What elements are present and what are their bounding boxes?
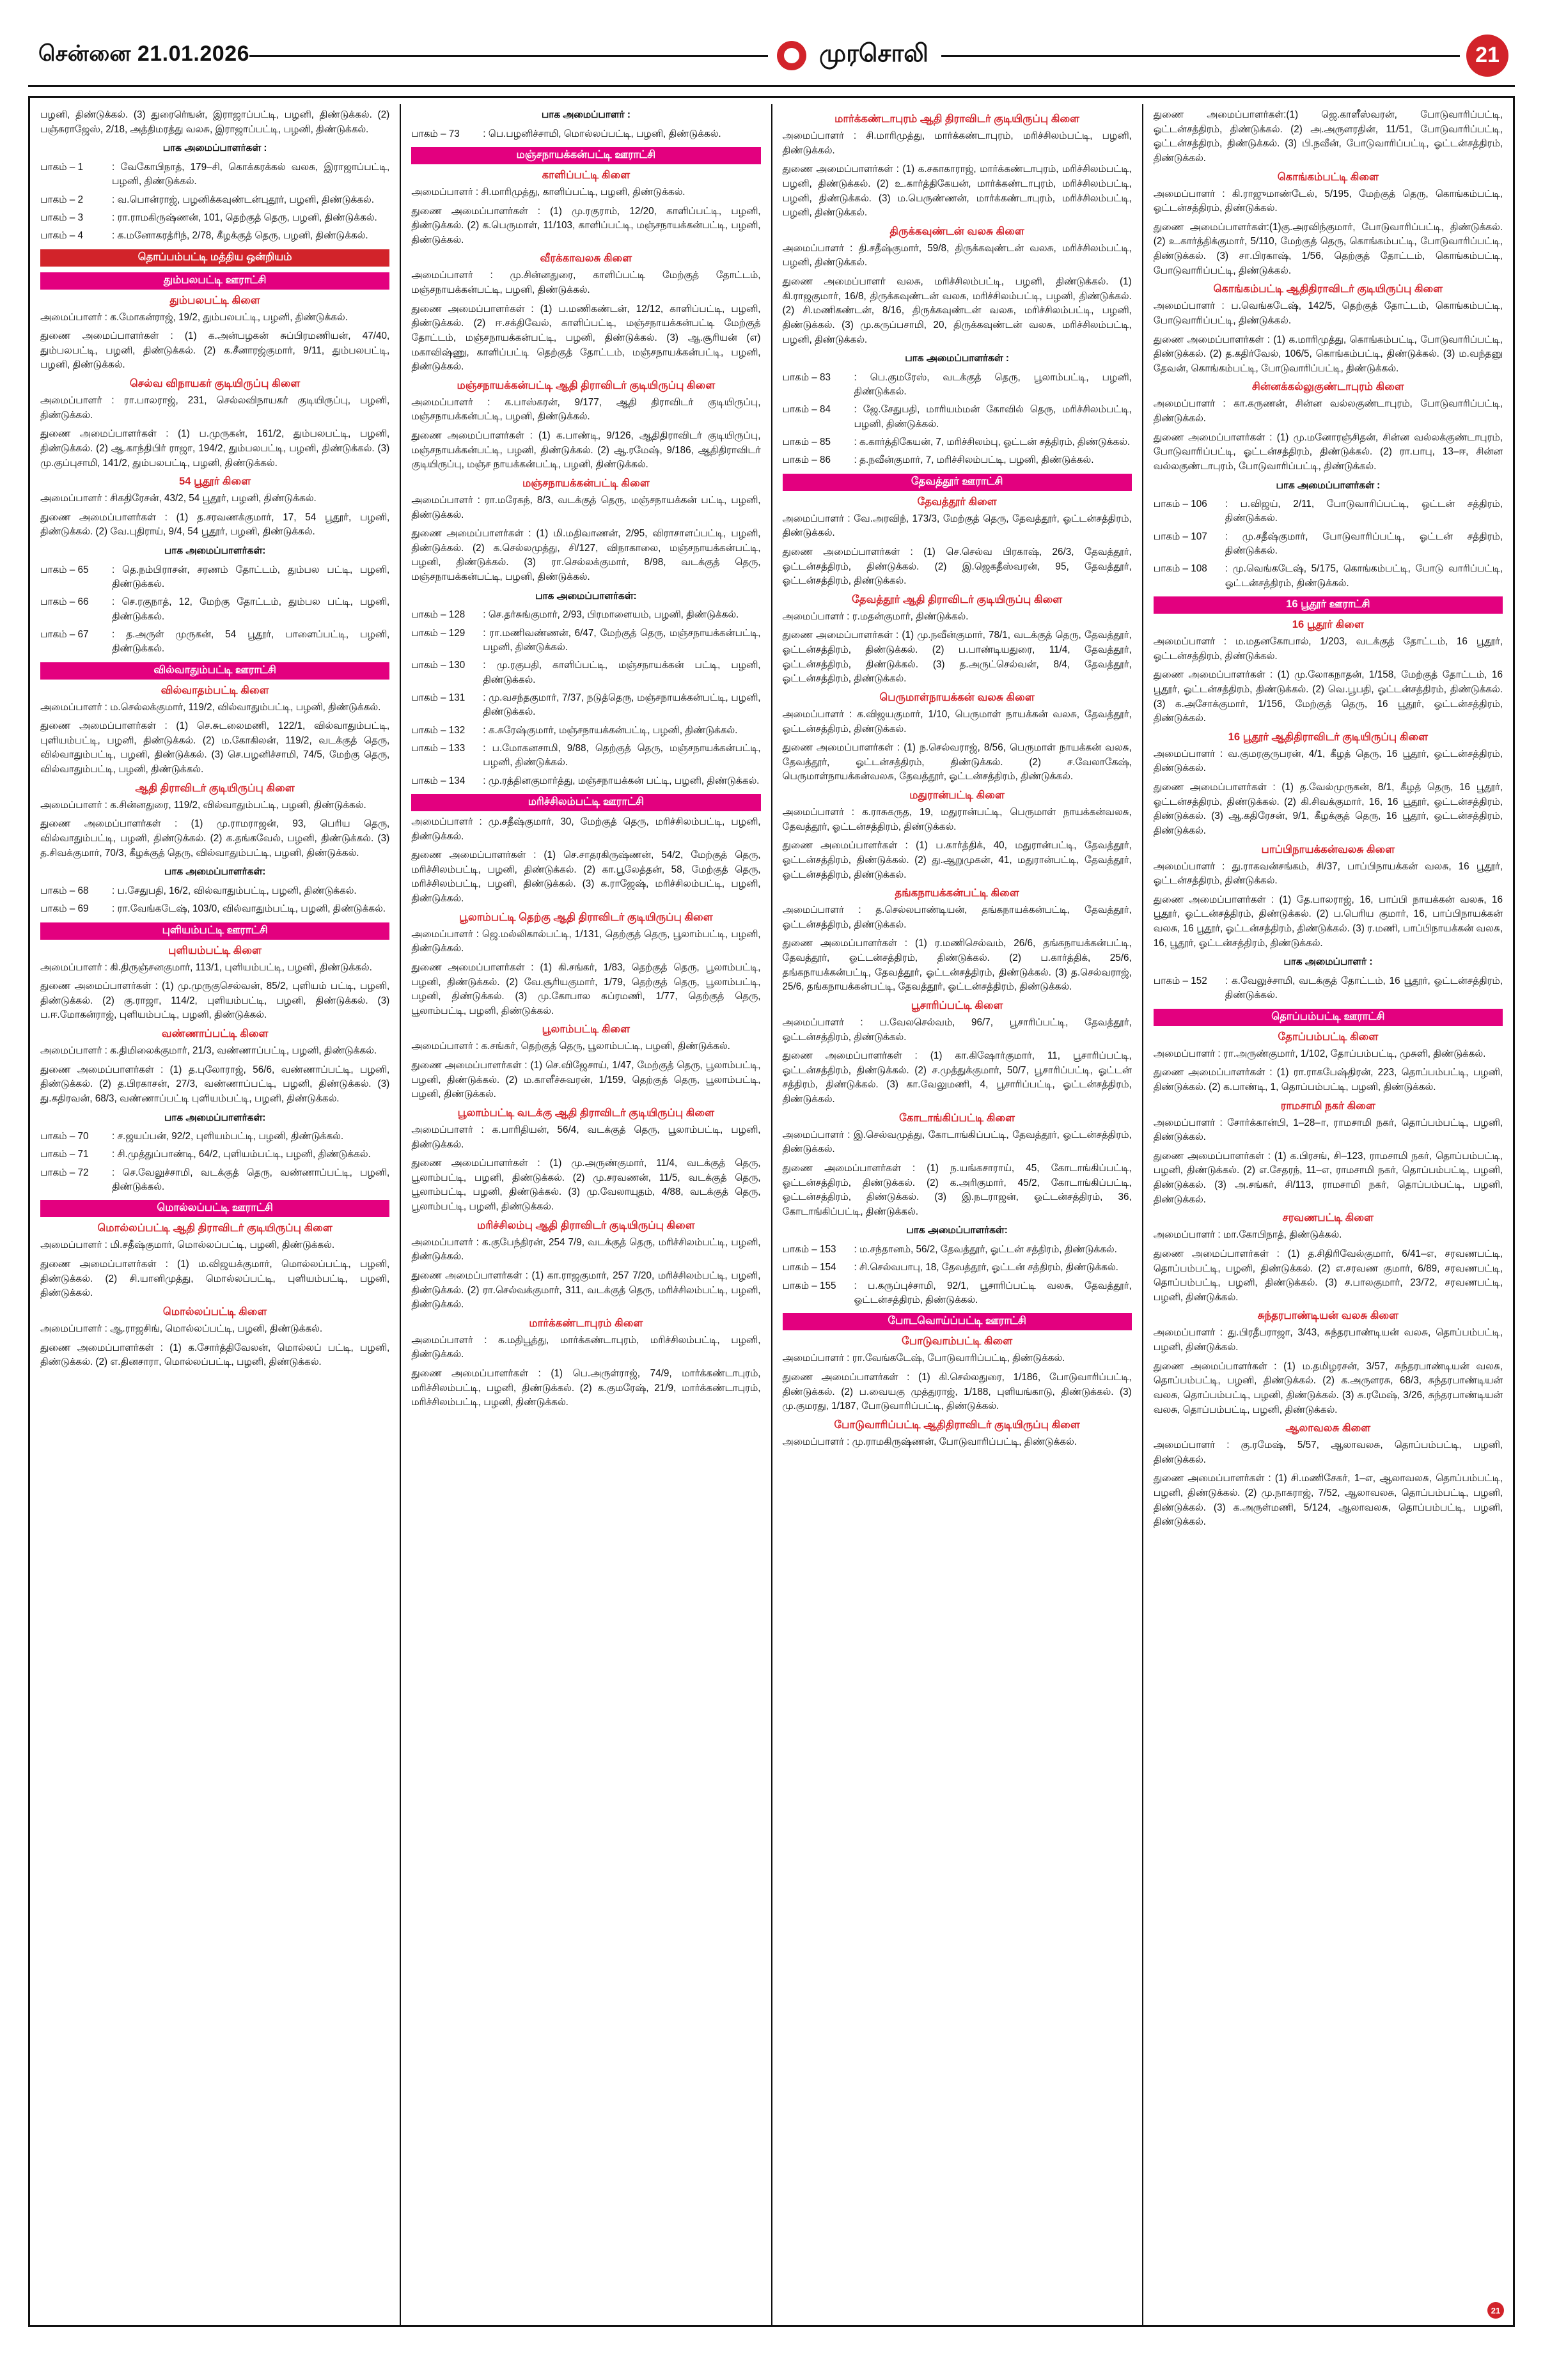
paragraph: அமைப்பாளர் : சி.மாரிமுத்து, காளிப்பட்டி, பழனி, திண்டுக்கல். <box>411 186 685 198</box>
paper-name: முரசொலி <box>819 40 929 67</box>
branch-heading: மொல்லப்பட்டி கிளை <box>162 1305 267 1318</box>
part-organiser-row <box>783 435 1132 449</box>
paragraph: துணை அமைப்பாளர்கள் : (1) ம.தமிழரசன், 3/57, சுந்தரபாண்டியன் வலசு, தொப்பம்பட்டி, பழனி, திண்டுக்கல். (2) க.அருளரசு, 68/3, சுந்தரபாண்டியன் வலசு, தொப்பம்பட்டி, பழனி, திண்டுக்கல். (3) சு.ரமேஷ், 3/26, சுந்தரபாண்டியன் வலசு, தொப்பம்பட்டி, பழனி, திண்டுக்கல். <box>1153 1360 1503 1415</box>
paragraph: துணை அமைப்பாளர்கள் : (1) மு.லோகநாதன், 1/158, மேற்குத் தோட்டம், 16 பூதூர், ஓட்டன்சத்திரம், திண்டுக்கல். (2) வெ.பூபதி, ஓட்டன்சத்திரம், திண்டுக்கல். (3) க.அசோக்குமார், 1/156, மேற்குத் தெரு, 16 பூதூர், ஓட்டன்சத்திரம், திண்டுக்கல். <box>1153 669 1503 724</box>
part-label: பாகம் – 86 <box>782 455 831 466</box>
part-organiser-row <box>783 1261 1132 1275</box>
columns-container <box>30 104 1513 2325</box>
paragraph: துணை அமைப்பாளர்கள்:(1) ஜெ.காளீஸ்வரன், போடுவாரிப்பட்டி, ஓட்டன்சத்திரம், திண்டுக்கல். (2) அ.அருளரதின், 11/51, போடுவாரிப்பட்டி, ஓட்டன்சத்திரம், திண்டுக்கல். (3) பி.நவீன், போடுவாரிப்பட்டி, ஓட்டன்சத்திரம், திண்டுக்கல். <box>1153 109 1503 164</box>
paragraph: அமைப்பாளர் : க.சங்கர், தெற்குத் தெரு, பூலாம்பட்டி, பழனி, திண்டுக்கல். <box>411 1041 730 1052</box>
part-label: பாகம் – 131 <box>411 692 466 703</box>
part-value: : வ.பொன்ராஜ், பழனிக்கவுண்டன்புதூர், பழனி, திண்டுக்கல். <box>112 194 374 205</box>
part-organiser-row <box>1154 562 1503 591</box>
part-organiser-row <box>783 403 1132 432</box>
branch-heading: தோப்பம்பட்டி கிளை <box>1278 1030 1379 1043</box>
paragraph: அமைப்பாளர் : ப.வெங்கடேஷ், 142/5, தெற்குத் தோட்டம், கொங்கம்பட்டி, போடுவாரிப்பட்டி, திண்டுக்கல். <box>1153 300 1503 326</box>
paragraph: அமைப்பாளர் : ப.வேலசெல்வம், 96/7, பூசாரிப்பட்டி, தேவத்தூர், ஓட்டன்சத்திரம், திண்டுக்கல். <box>782 1016 1132 1043</box>
page-number-badge: 21 <box>1466 35 1508 77</box>
panchayat-heading: மொல்லப்பட்டி ஊராட்சி <box>40 1200 389 1217</box>
branch-heading: மரிச்சிலம்பு ஆதி திராவிடர் குடியிருப்பு கிளை <box>476 1218 695 1231</box>
branch-heading: போடுவாரிப்பட்டி ஆதிதிராவிடர் குடியிருப்பு கிளை <box>834 1418 1080 1431</box>
paragraph: துணை அமைப்பாளர்கள் : (1) க.அன்பழகன் சுப்பிரமணியன், 47/40, தும்பலபட்டி, பழனி, திண்டுக்கல். (2) க.சீனாரஜ்குமார், 9/11, தும்பலபட்டி, பழனி, திண்டுக்கல். <box>40 331 390 371</box>
panchayat-heading: தொப்பம்பட்டி ஊராட்சி <box>1154 1009 1503 1026</box>
part-organiser-row <box>40 229 389 243</box>
branch-heading: சின்னக்கல்லுகுண்டாபுரம் கிளை <box>1251 380 1404 393</box>
part-value: : க.வேலுச்சாமி, வடக்குத் தோட்டம், 16 பூதூர், ஓட்டன்சத்திரம், திண்டுக்கல். <box>1225 975 1503 1001</box>
union-heading: தொப்பம்பட்டி மத்திய ஒன்றியம் <box>40 249 389 267</box>
footer-page-badge: 21 <box>1487 2302 1504 2319</box>
part-value: : ம.சந்தானம், 56/2, தேவத்தூர், ஓட்டன் சத்திரம், திண்டுக்கல். <box>854 1244 1117 1256</box>
part-organiser-row <box>1154 497 1503 526</box>
branch-heading: பூலாம்பட்டி வடக்கு ஆதி திராவிடர் குடியிருப்பு கிளை <box>457 1106 715 1119</box>
paragraph: துணை அமைப்பாளர்கள் : (1) த.புலோராஜ், 56/6, வண்ணாப்பட்டி, பழனி, திண்டுக்கல். (2) த.பிரகாசன், 27/3, வண்ணாப்பட்டி, பழனி, திண்டுக்கல். (3) து.கதிரவன், 68/3, வண்ணாப்பட்டி புளியம்பட்டி, பழனி, திண்டுக்கல். <box>40 1064 390 1104</box>
panchayat-heading: வில்வாதும்பட்டி ஊராட்சி <box>40 662 389 680</box>
paragraph: துணை அமைப்பாளர்கள் : (1) க.மாரிமுத்து, கொங்கம்பட்டி, போடுவாரிப்பட்டி, திண்டுக்கல். (2) த.கதிர்வேல், 106/5, கொங்கம்பட்டி, திண்டுக்கல். (3) ம.வந்தனு தேவன், கொங்கம்பட்டி, போடுவாரிப்பட்டி, திண்டுக்கல். <box>1153 334 1503 374</box>
part-value: : மு.சதீஷ்குமார், போடுவாரிப்பட்டி, ஓட்டன் சத்திரம், திண்டுக்கல். <box>1225 531 1503 557</box>
paragraph: அமைப்பாளர் : ரா.அருண்குமார், 1/102, தோப்பம்பட்டி, முசுளி, திண்டுக்கல். <box>1153 1048 1486 1059</box>
panchayat-heading: மரிச்சிலம்பட்டி ஊராட்சி <box>411 794 760 811</box>
paragraph: துணை அமைப்பாளர்கள் : (1) செ.சுடலைமணி, 122/1, வில்வாதும்பட்டி, புளியம்பட்டி, பழனி, திண்டுக்கல். (2) ம.கோகிலன், 119/2, வடக்குத் தெரு, வில்வாதும்பட்டி, பழனி, திண்டுக்கல். (3) செ.பழனிச்சாமி, 74/5, மேற்கு தெரு, வில்வாதும்பட்டி, பழனி, திண்டுக்கல். <box>40 720 390 775</box>
masthead-center <box>249 40 1460 71</box>
part-label: பாகம் – 73 <box>411 128 460 139</box>
paragraph: துணை அமைப்பாளர்கள் : (1) தே.பாலராஜ், 16, பாப்பி நாயக்கன் வலசு, 16 பூதூர், ஓட்டன்சத்திரம், திண்டுக்கல். (2) ப.பெரிய குமார், 16, பாப்பிநாயக்கன் வலசு, 16 பூதூர், ஓட்டன்சத்திரம், திண்டுக்கல். (3) ர.மணி, பாப்பிநாயக்கன் வலசு, 16, பூதூர், ஓட்டன்சத்திரம், திண்டுக்கல். <box>1153 894 1503 949</box>
paragraph: துணை அமைப்பாளர்கள் : (1) த.வேல்முருகன், 8/1, கீழத் தெரு, 16 பூதூர், ஓட்டன்சத்திரம், திண்டுக்கல். (2) கி.சிவக்குமார், 16, 16 பூதூர், ஓட்டன்சத்திரம், திண்டுக்கல். (3) ஆ.கதிரேசன், 9/1, கீழக்குத் தெரு, 16 பூதூர், ஓட்டன்சத்திரம், திண்டுக்கல். <box>1153 782 1503 836</box>
part-organiser-row <box>411 608 760 622</box>
paragraph: துணை அமைப்பாளர்கள் : (1) க.சகாகாராஜ், மார்க்கண்டாபுரம், மரிச்சிலம்பட்டி, பழனி, திண்டுக்கல். (2) உ.கார்த்திகேயன், மார்க்கண்டாபுரம், மரிச்சிலம்பட்டி, பழனி, திண்டுக்கல். (3) ம.பெருண்ணன், மார்க்கண்டாபுரம், மரிச்சிலம்பட்டி, பழனி, திண்டுக்கல். <box>782 164 1132 219</box>
part-label: பாகம் – 128 <box>411 609 466 621</box>
branch-heading: பாப்பிநாயக்கன்வலசு கிளை <box>1261 843 1395 855</box>
paragraph: துணை அமைப்பாளர்கள் : (1) ம.விஜயக்குமார், மொல்லப்பட்டி, பழனி, திண்டுக்கல். (2) சி.யானிமுத்து, மொல்லப்பட்டி, புளியம்பட்டி, பழனி, திண்டுக்கல். <box>40 1259 390 1299</box>
paragraph: துணை அமைப்பாளர்கள் : (1) க.சோர்த்திவேலன், மொல்லப் பட்டி, பழனி, திண்டுக்கல். (2) எ.தினசாரா, மொல்லப்பட்டி, பழனி, திண்டுக்கல். <box>40 1342 390 1368</box>
branch-heading: தங்கநாயக்கன்பட்டி கிளை <box>895 887 1019 899</box>
section-label: பாக அமைப்பாளர்கள்: <box>164 545 266 557</box>
paragraph: அமைப்பாளர் : இ.செல்வமுத்து, கோடாங்கிப்பட்டி, தேவத்தூர், ஓட்டன்சத்திரம், திண்டுக்கல். <box>782 1129 1132 1155</box>
part-label: பாகம் – 68 <box>40 885 89 896</box>
part-value: : மு.ரத்தினகுமார்த்து, மஞ்சநாயக்கன் பட்டி, பழனி, திண்டுக்கல். <box>483 775 760 786</box>
part-value: : மு.ரகுபதி, காளிப்பட்டி, மஞ்சநாயக்கன் பட்டி, பழனி, திண்டுக்கல். <box>483 660 761 685</box>
branch-heading: ஆலாவலசு கிளை <box>1285 1422 1371 1435</box>
part-label: பாகம் – 70 <box>40 1131 89 1142</box>
paragraph: துணை அமைப்பாளர்கள் : (1) க.பாண்டி, 9/126, ஆதிதிராவிடர் குடியிருப்பு, மஞ்சநாயக்கன்பட்டி, பழனி, திண்டுக்கல். (2) ஆ.ரமேஷ், 9/186, ஆதிதிராவிடர் குடியிருப்பு, மஞ்ச நாயக்கன்பட்டி, பழனி, திண்டுக்கல். <box>411 430 761 471</box>
edition-date: சென்னை 21.01.2026 <box>38 42 250 66</box>
section-label: பாக அமைப்பாளர்கள் : <box>162 143 267 154</box>
part-label: பாகம் – 72 <box>40 1167 89 1178</box>
part-value: : த.நவீன்குமார், 7, மரிச்சிலம்பட்டி, பழனி, திண்டுக்கல். <box>854 455 1094 466</box>
section-label: பாக அமைப்பாளர் : <box>541 109 631 120</box>
paragraph: அமைப்பாளர் : சி.மாரிமுத்து, மார்க்கண்டாபுரம், மரிச்சிலம்பட்டி, பழனி, திண்டுக்கல். <box>782 130 1132 156</box>
part-value: : சி.செல்வபாபு, 18, தேவத்தூர், ஓட்டன் சத்திரம், திண்டுக்கல். <box>854 1262 1118 1273</box>
part-value: : ச.ஜயப்பன், 92/2, புளியம்பட்டி, பழனி, திண்டுக்கல். <box>112 1131 344 1142</box>
paragraph: அமைப்பாளர் : ர.மதன்குமார், திண்டுக்கல். <box>782 611 969 622</box>
part-value: : செ.ரகுநாத், 12, மேற்கு தோட்டம், தும்பல பட்டி, பழனி, திண்டுக்கல். <box>112 596 390 622</box>
paragraph: அமைப்பாளர் : ம.மதனகோபால், 1/203, வடக்குத் தோட்டம், 16 பூதூர், ஓட்டன்சத்திரம், திண்டுக்கல். <box>1153 636 1503 662</box>
paragraph: அமைப்பாளர் : த.செல்லபாண்டியன், தங்கநாயக்கன்பட்டி, தேவத்தூர், ஓட்டன்சத்திரம், திண்டுக்கல். <box>782 905 1132 930</box>
part-organiser-row <box>40 211 389 225</box>
paragraph: அமைப்பாளர் : க.ராசுகருத, 19, மதுரான்பட்டி, பெருமாள் நாயக்கன்வலசு, தேவத்தூர், ஓட்டன்சத்திரம், திண்டுக்கல். <box>782 807 1132 832</box>
paragraph: துணை அமைப்பாளர்கள் : (1) ரா.ராகபேஷ்திரன், 223, தொப்பம்பட்டி, பழனி, திண்டுக்கல். (2) க.பாண்டி, 1, தொப்பம்பட்டி, பழனி, திண்டுக்கல். <box>1153 1067 1503 1093</box>
section-label: பாக அமைப்பாளர்கள் : <box>1276 479 1381 491</box>
part-label: பாகம் – 130 <box>411 660 466 671</box>
panchayat-heading: தும்பலபட்டி ஊராட்சி <box>40 272 389 290</box>
part-label: பாகம் – 1 <box>40 161 83 173</box>
branch-heading: 54 பூதூர் கிளை <box>179 475 251 488</box>
branch-heading: தேவத்தூர் ஆதி திராவிடர் குடியிருப்பு கிளை <box>851 593 1063 605</box>
part-label: பாகம் – 106 <box>1153 499 1207 510</box>
branch-heading: வண்ணாப்பட்டி கிளை <box>161 1027 269 1040</box>
part-organiser-row <box>40 1147 389 1162</box>
paragraph: அமைப்பாளர் : ஜெ.மல்லிகால்பட்டி, 1/131, தெற்குத் தெரு, பூலாம்பட்டி, பழனி, திண்டுக்கல். <box>411 928 761 954</box>
part-organiser-row <box>40 1130 389 1144</box>
part-organiser-row <box>411 691 760 720</box>
branch-heading: மார்க்கண்டாபுரம் ஆதி திராவிடர் குடியிருப்பு கிளை <box>834 113 1080 125</box>
branch-heading: ஆதி திராவிடர் குடியிருப்பு கிளை <box>135 781 295 794</box>
part-value: : பெ.பழனிச்சாமி, மொல்லப்பட்டி, பழனி, திண்டுக்கல். <box>483 128 721 139</box>
part-value: : ஜே.சேதுபதி, மாரியம்மன் கோவில் தெரு, மரிச்சிலம்பட்டி, பழனி, திண்டுக்கல். <box>854 404 1132 430</box>
part-organiser-row <box>40 884 389 898</box>
paragraph: அமைப்பாளர் : க.சின்னதுரை, 119/2, வில்வாதும்பட்டி, பழனி, திண்டுக்கல். <box>40 799 366 811</box>
part-label: பாகம் – 69 <box>40 903 89 915</box>
paragraph: அமைப்பாளர் : கா.கருணன், சின்ன வல்லகுண்டாபுரம், போடுவாரிப்பட்டி, திண்டுக்கல். <box>1153 398 1503 424</box>
branch-heading: திருக்கவுண்டன் வலசு கிளை <box>889 224 1024 237</box>
part-label: பாகம் – 152 <box>1153 975 1207 986</box>
part-label: பாகம் – 71 <box>40 1149 89 1160</box>
paragraph: துணை அமைப்பாளர்கள் : (1) ப.மணிகண்டன், 12/12, காளிப்பட்டி, பழனி, திண்டுக்கல். (2) ஈ.சக்திவேல், காளிப்பட்டி, மஞ்சநாயக்கன்பட்டி மேற்குத் தோட்டம், மஞ்சநாயக்கன்பட்டி, பழனி, திண்டுக்கல். (3) ஆ.சூரியன் (எ) மகாவிஷ்ணு, காளிப்பட்டி தெற்குத் தோட்டம், மஞ்சநாயக்கன்பட்டி, பழனி, திண்டுக்கல். <box>411 303 761 373</box>
text-column <box>401 104 772 2325</box>
part-value: : ரா.மணிவண்ணன், 6/47, மேற்குத் தெரு, மஞ்சநாயக்கன்பட்டி, பழனி, திண்டுக்கல். <box>483 627 761 653</box>
branch-heading: போடுவாம்பட்டி கிளை <box>902 1335 1013 1348</box>
paragraph: அமைப்பாளர் : க.பாஸ்கரன், 9/177, ஆதி திராவிடர் குடியிருப்பு, மஞ்சநாயக்கன்பட்டி, பழனி, திண்டுக்கல். <box>411 396 761 423</box>
branch-heading: வில்வாதம்பட்டி கிளை <box>161 683 269 696</box>
section-label: பாக அமைப்பாளர்கள்: <box>535 590 637 602</box>
paragraph: துணை அமைப்பாளர்கள் : (1) கி.சங்கர், 1/83, தெற்குத் தெரு, பூலாம்பட்டி, பழனி, திண்டுக்கல். (2) வே.சூரியகுமார், 1/79, தெற்குத் தெரு, பூலாம்பட்டி, பழனி, திண்டுக்கல். (3) மு.கோபால சுப்ரமணி, 1/77, தெற்குத் தெரு, பூலாம்பட்டி, பழனி, திண்டுக்கல். <box>411 961 761 1016</box>
paragraph: அமைப்பாளர் : து.பிரதீபராஜா, 3/43, சுந்தரபாண்டியன் வலசு, தொப்பம்பட்டி, பழனி, திண்டுக்கல். <box>1153 1327 1503 1353</box>
text-column <box>772 104 1143 2325</box>
paragraph: பழனி, திண்டுக்கல். (3) துரைரெ்ஙன், இராஜாப்பட்டி, பழனி, திண்டுக்கல். (2) பஞ்சுராஜேஸ், 2/18, அத்திமரத்து வலசு, இராஜாப்பட்டி, பழனி, திண்டுக்கல். <box>40 109 390 135</box>
branch-heading: கோடாங்கிப்பட்டி கிளை <box>899 1111 1015 1124</box>
paragraph: துணை அமைப்பாளர்கள் : (1) கி.செல்லதுரை, 1/186, போடுவாரிப்பட்டி, திண்டுக்கல். (2) ப.வையகு முத்துராஜ், 1/188, புளியங்காடு, திண்டுக்கல். (3) மு.குமரது, 1/187, போடுவாரிப்பட்டி, திண்டுக்கல். <box>782 1372 1132 1412</box>
paragraph: துணை அமைப்பாளர்கள் : (1) செ.செல்வ பிரகாஷ், 26/3, தேவத்தூர், ஓட்டன்சத்திரம், திண்டுக்கல். (2) இ.ஜெகதீஸ்வரன், 95, தேவத்தூர், ஓட்டன்சத்திரம், திண்டுக்கல். <box>782 546 1132 587</box>
part-value: : ப.கருப்புச்சாமி, 92/1, பூசாரிப்பட்டி வலசு, தேவத்தூர், ஓட்டன்சத்திரம், திண்டுக்கல். <box>854 1280 1132 1306</box>
part-organiser-row <box>411 724 760 738</box>
part-value: : தெ.நம்பிராசன், சரணம் தோட்டம், தும்பல பட்டி, பழனி, திண்டுக்கல். <box>112 564 390 589</box>
paragraph: அமைப்பாளர் : மா.கோபிநாத், திண்டுக்கல். <box>1153 1229 1342 1241</box>
part-value: : சி.முத்துப்பாண்டி, 64/2, புளியம்பட்டி, பழனி, திண்டுக்கல். <box>112 1149 371 1160</box>
part-value: : செ.வேலுச்சாமி, வடக்குத் தெரு, வண்ணாப்பட்டி, பழனி, திண்டுக்கல். <box>112 1167 390 1193</box>
part-organiser-row <box>40 193 389 207</box>
paragraph: துணை அமைப்பாளர்கள் : (1) கா.கிஷோர்குமார், 11, பூசாரிப்பட்டி, ஓட்டன்சத்திரம், திண்டுக்கல். (2) ச.முத்துக்குமார், 50/7, பூசாரிப்பட்டி, ஓட்டன் சத்திரம், திண்டுக்கல். (3) கா.வேலுமணி, 4, பூசாரிப்பட்டி, ஓட்டன்சத்திரம், திண்டுக்கல். <box>782 1050 1132 1105</box>
branch-heading: பூசாரிப்பட்டி கிளை <box>911 999 1003 1011</box>
paragraph: துணை அமைப்பாளர்கள் : (1) கா.ராஜகுமார், 257 7/20, மரிச்சிலம்பட்டி, பழனி, திண்டுக்கல். (2) ரா.செல்வக்குமார், 311, வடக்குத் தெரு, மரிச்சிலம்பட்டி, பழனி, திண்டுக்கல். <box>411 1270 761 1311</box>
paragraph: அமைப்பாளர் : க.குபேந்திரன், 254 7/9, வடக்குத் தெரு, மரிச்சிலம்பட்டி, பழனி, திண்டுக்கல். <box>411 1236 761 1263</box>
part-value: : க.கார்த்திகேயன், 7, மரிச்சிலம்பு, ஓட்டன் சத்திரம், திண்டுக்கல். <box>854 437 1131 448</box>
paragraph: அமைப்பாளர் : சிகதிரேசன், 43/2, 54 பூதூர், பழனி, திண்டுக்கல். <box>40 493 317 504</box>
part-value: : ப.விஜய், 2/11, போடுவாரிப்பட்டி, ஓட்டன் சத்திரம், திண்டுக்கல். <box>1225 499 1503 524</box>
branch-heading: புளியம்பட்டி கிளை <box>168 944 262 956</box>
paragraph: துணை அமைப்பாளர்கள் : (1) மு.நவீன்குமார், 78/1, வடக்குத் தெரு, தேவத்தூர், ஓட்டன்சத்திரம், திண்டுக்கல். (2) ப.பாண்டியதுரை, 11/4, தேவத்தூர், ஓட்டன்சத்திரம், திண்டுக்கல். (3) த.அருட்செல்வன், 8/4, தேவத்தூர், ஓட்டன்சத்திரம், திண்டுக்கல். <box>782 630 1132 685</box>
paragraph: அமைப்பாளர் : மி.சதீஷ்குமார், மொல்லப்பட்டி, பழனி, திண்டுக்கல். <box>40 1240 335 1251</box>
part-label: பாகம் – 4 <box>40 230 83 242</box>
paragraph: துணை அமைப்பாளர்கள் : (1) மு.முருகுசெல்வன், 85/2, புளியம் பட்டி, பழனி, திண்டுக்கல். (2) கு.ராஜா, 114/2, புளியம்பட்டி, பழனி, திண்டுக்கல். (3) ப.ஈ.மோகன்ராஜ், புளியம்பட்டி, பழனி, திண்டுக்கல். <box>40 981 390 1021</box>
paragraph: அமைப்பாளர் : வே.அரவிந், 173/3, மேற்குத் தெரு, தேவத்தூர், ஓட்டன்சத்திரம், திண்டுக்கல். <box>782 513 1132 539</box>
paragraph: துணை அமைப்பாளர்கள் : (1) சி.மணிசேகர், 1–எ, ஆலாவலசு, தொப்பம்பட்டி, பழனி, திண்டுக்கல். (2) மு.நாகராஜ், 7/52, ஆலாவலசு, தொப்பம்பட்டி, பழனி, திண்டுக்கல். (3) க.அருள்மணி, 5/124, ஆலாவலசு, தொப்பம்பட்டி, பழனி, திண்டுக்கல். <box>1153 1473 1503 1528</box>
part-organiser-row <box>40 628 389 657</box>
branch-heading: 16 பூதூர் ஆதிதிராவிடர் குடியிருப்பு கிளை <box>1228 730 1429 743</box>
part-organiser-row <box>411 127 760 141</box>
branch-heading: பெருமாள்நாயக்கன் வலசு கிளை <box>879 690 1035 703</box>
paragraph: துணை அமைப்பாளர்கள் : (1) ப.கார்த்திக், 40, மதுரான்பட்டி, தேவத்தூர், ஓட்டன்சத்திரம், திண்டுக்கல். (2) து.ஆறுமுகன், 41, மதுரான்பட்டி, தேவத்தூர், ஓட்டன்சத்திரம், திண்டுக்கல். <box>782 840 1132 880</box>
part-organiser-row <box>40 563 389 592</box>
panchayat-heading: போடவொய்ப்பட்டி ஊராட்சி <box>783 1313 1132 1330</box>
part-label: பாகம் – 65 <box>40 564 89 575</box>
paragraph: துணை அமைப்பாளர்கள் : (1) த.சரவணக்குமார், 17, 54 பூதூர், பழனி, திண்டுக்கல். (2) வே.புதிராய், 9/4, 54 பூதூர், பழனி, திண்டுக்கல். <box>40 511 390 538</box>
part-organiser-row <box>411 658 760 687</box>
part-organiser-row <box>783 453 1132 467</box>
part-label: பாகம் – 154 <box>782 1262 836 1273</box>
part-label: பாகம் – 107 <box>1153 531 1207 542</box>
part-value: : மு.வெங்கடேஷ், 5/175, கொங்கம்பட்டி, போடு வாரிப்பட்டி, ஓட்டன்சத்திரம், திண்டுக்கல். <box>1225 563 1503 589</box>
paragraph: துணை அமைப்பாளர்கள் : (1) செ.விஜேசாய், 1/47, மேற்குத் தெரு, பூலாம்பட்டி, பழனி, திண்டுக்கல். (2) ம.காளீச்சுவரன், 1/159, தெற்குத் தெரு, பூலாம்பட்டி, பழனி, திண்டுக்கல். <box>411 1060 761 1100</box>
part-value: : ரா.ராமகிருஷ்ணன், 101, தெற்குத் தெரு, பழனி, திண்டுக்கல். <box>112 212 377 223</box>
branch-heading: தேவத்தூர் கிளை <box>917 495 997 508</box>
paragraph: அமைப்பாளர் : ம.செல்லக்குமார், 119/2, வில்வாதும்பட்டி, பழனி, திண்டுக்கல். <box>40 701 381 713</box>
paragraph: துணை அமைப்பாளர்கள் : (1) மு.மனோரஞ்சிதன், சின்ன வல்லக்குண்டாபுரம், போடுவாரிப்பட்டி, ஓட்டன்சத்திரம், திண்டுக்கல். (2) ரா.பாபு, 13–ஈ, சின்ன வல்லகுண்டாபுரம், போடுவாரிப்பட்டி, திண்டுக்கல். <box>1153 432 1503 472</box>
part-label: பாகம் – 66 <box>40 596 89 608</box>
paragraph: அமைப்பாளர் : மு.சின்னதுரை, காளிப்பட்டி மேற்குத் தோட்டம், மஞ்சநாயக்கன்பட்டி, பழனி, திண்டுக்கல். <box>411 270 761 296</box>
part-organiser-row <box>411 626 760 655</box>
section-label: பாக அமைப்பாளர்கள்: <box>164 1112 266 1123</box>
paragraph: அமைப்பாளர் : க.விஜயகுமார், 1/10, பெருமாள் நாயக்கன் வலசு, தேவத்தூர், ஓட்டன்சத்திரம், திண்டுக்கல். <box>782 708 1132 735</box>
part-organiser-row <box>1154 530 1503 559</box>
part-label: பாகம் – 85 <box>782 437 831 448</box>
paragraph: அமைப்பாளர் : க.மோகன்ராஜ், 19/2, தும்பலபட்டி, பழனி, திண்டுக்கல். <box>40 311 348 323</box>
part-label: பாகம் – 133 <box>411 742 466 754</box>
branch-heading: வீரக்காவலசு கிளை <box>540 252 632 265</box>
part-organiser-row <box>40 1166 389 1195</box>
panchayat-heading: 16 பூதூர் ஊராட்சி <box>1154 596 1503 614</box>
section-label: பாக அமைப்பாளர்கள்: <box>164 866 266 878</box>
branch-heading: சுந்தரபாண்டியன் வலசு கிளை <box>1257 1309 1399 1322</box>
part-value: : செ.தர்சுங்குமார், 2/93, பிரமாளையம், பழனி, திண்டுக்கல். <box>483 609 739 621</box>
part-organiser-row <box>783 1243 1132 1257</box>
paragraph: அமைப்பாளர் : க.திமிலைக்குமார், 21/3, வண்ணாப்பட்டி, பழனி, திண்டுக்கல். <box>40 1045 377 1057</box>
paragraph: துணை அமைப்பாளர்கள் : (1) மு.ராமராஜன், 93, பெரிய தெரு, வில்வாதும்பட்டி, பழனி, திண்டுக்கல். (2) க.தங்கவேல், பழனி, திண்டுக்கல். (3) த.சிவக்குமார், 70/3, கீழக்குத் தெரு, வில்வாதும்பட்டி, பழனி, திண்டுக்கல். <box>40 818 390 859</box>
part-value: : வேகோபிநாத், 179–சி, கொக்கரக்கல் வலசு, இராஜாப்பட்டி, பழனி, திண்டுக்கல். <box>112 161 390 187</box>
branch-heading: தும்பலபட்டி கிளை <box>169 293 260 306</box>
part-label: பாகம் – 83 <box>782 371 831 383</box>
paragraph: அமைப்பாளர் : மு.ராமகிருஷ்ணன், போடுவாரிப்பட்டி, திண்டுக்கல். <box>782 1436 1077 1447</box>
branch-heading: மஞ்சநாயக்கன்பட்டி ஆதி திராவிடர் குடியிருப்பு கிளை <box>457 378 716 391</box>
part-organiser-row <box>40 160 389 189</box>
paragraph: அமைப்பாளர் : தி.சதீஷ்குமார், 59/8, திருக்கவுண்டன் வலசு, மரிச்சிலம்பட்டி, பழனி, திண்டுக்கல். <box>782 242 1132 268</box>
part-label: பாகம் – 132 <box>411 724 466 736</box>
paragraph: துணை அமைப்பாளர்கள் : (1) ந.யங்கசாராய், 45, கோடாங்கிப்பட்டி, ஓட்டன்சத்திரம், திண்டுக்கல். (2) க.அரிகுமார், 45/2, கோடாங்கிப்பட்டி, ஓட்டன்சத்திரம், திண்டுக்கல். (3) இ.நடராஜன், ஓட்டன்சத்திரம், 36, கோடாங்கிப்பட்டி, திண்டுக்கல். <box>782 1162 1132 1217</box>
paragraph: துணை அமைப்பாளர்கள் : (1) மி.மதிவாணன், 2/95, விராசாளப்பட்டி, பழனி, திண்டுக்கல். (2) க.செல்லமுத்து, சி/127, விநாகாலை, மஞ்சநாயக்கன்பட்டி, பழனி, திண்டுக்கல். (3) ரா.செல்லக்குமார், 8/98, வடக்குத் தெரு, மஞ்சநாயக்கன்பட்டி, பழனி, திண்டுக்கல். <box>411 528 761 583</box>
paragraph: அமைப்பாளர் : ரா.பாலராஜ், 231, செல்லவிநாயகர் குடியிருப்பு, பழனி, திண்டுக்கல். <box>40 395 390 421</box>
branch-heading: பூலாம்பட்டி கிளை <box>542 1023 631 1036</box>
content-frame <box>28 96 1515 2327</box>
part-organiser-row <box>783 1279 1132 1308</box>
panchayat-heading: மஞ்சநாயக்கன்பட்டி ஊராட்சி <box>411 147 760 164</box>
section-label: பாக அமைப்பாளர் : <box>1283 956 1373 968</box>
part-label: பாகம் – 155 <box>782 1280 836 1291</box>
masthead <box>28 26 1515 87</box>
part-label: பாகம் – 67 <box>40 628 89 640</box>
text-column <box>1143 104 1513 2325</box>
paragraph: துணை அமைப்பாளர் வலசு, மரிச்சிலம்பட்டி, பழனி, திண்டுக்கல். (1) கி.ராஜகுமார், 16/8, திருக்கவுண்டன் வலசு, மரிச்சிலம்பட்டி, பழனி, திண்டுக்கல். (2) சி.மணிகண்டன், 8/16, திருக்கவுண்டன் வலசு, மரிச்சிலம்பட்டி, பழனி, திண்டுக்கல். (3) மு.கருப்பசாமி, 20, திருக்கவுண்டன் வலசு, மரிச்சிலம்பட்டி, பழனி, திண்டுக்கல். <box>782 276 1132 345</box>
part-label: பாகம் – 108 <box>1153 563 1207 575</box>
section-label: பாக அமைப்பாளர்கள் : <box>905 353 1009 364</box>
paragraph: துணை அமைப்பாளர்கள் : (1) மு.ரகுராம், 12/20, காளிப்பட்டி, பழனி, திண்டுக்கல். (2) க.பெருமாள், 11/103, காளிப்பட்டி, மஞ்சநாயக்கன்பட்டி, பழனி, திண்டுக்கல். <box>411 205 761 245</box>
part-label: பாகம் – 2 <box>40 194 83 205</box>
part-label: பாகம் – 129 <box>411 627 466 639</box>
branch-heading: மஞ்சநாயக்கன்பட்டி கிளை <box>522 476 650 489</box>
part-organiser-row <box>1154 974 1503 1003</box>
panchayat-heading: தேவத்தூர் ஊராட்சி <box>783 474 1132 491</box>
part-label: பாகம் – 84 <box>782 404 831 416</box>
paragraph: அமைப்பாளர் : வ.குமரகுருபரன், 4/1, கீழத் தெரு, 16 பூதூர், ஓட்டன்சத்திரம், திண்டுக்கல். <box>1153 748 1503 774</box>
paragraph: அமைப்பாளர் : ஆ.ராஜசிங், மொல்லப்பட்டி, பழனி, திண்டுக்கல். <box>40 1323 323 1334</box>
part-organiser-row <box>40 595 389 624</box>
part-value: : பெ.குமரேஸ், வடக்குத் தெரு, பூலாம்பட்டி, பழனி, திண்டுக்கல். <box>854 371 1132 398</box>
part-label: பாகம் – 134 <box>411 775 466 786</box>
sun-logo-icon <box>777 41 806 70</box>
paragraph: அமைப்பாளர் : ரா.மரேகந், 8/3, வடக்குத் தெரு, மஞ்சநாயக்கன் பட்டி, பழனி, திண்டுக்கல். <box>411 494 761 520</box>
paragraph: துணை அமைப்பாளர்கள் : (1) செ.சாதரகிருஷ்ணன், 54/2, மேற்குத் தெரு, மரிச்சிலம்பட்டி, பழனி, திண்டுக்கல். (2) கா.பூலேத்தன், 58, மேற்குத் தெரு, மரிச்சிலம்பட்டி, பழனி, திண்டுக்கல். (3) க.ராஜேஷ், மரிச்சிலம்பட்டி, பழனி, திண்டுக்கல். <box>411 850 761 905</box>
part-label: பாகம் – 153 <box>782 1244 836 1256</box>
part-organiser-row <box>411 742 760 770</box>
part-value: : த.அருள் முருகன், 54 பூதூர், பாளைப்பட்டி, பழனி, திண்டுக்கல். <box>112 628 390 655</box>
paragraph: துணை அமைப்பாளர்கள் : (1) க.பிரசங், சி–123, ராமசாமி நகர், தொப்பம்பட்டி, பழனி, திண்டுக்கல். (2) எ.சேதரந், 11–எ, ராமசாமி நகர், தொப்பம்பட்டி, பழனி, திண்டுக்கல். (3) அ.சங்கர், சி/113, ராமசாமி நகர், தொப்பம்பட்டி, பழனி, திண்டுக்கல். <box>1153 1150 1503 1205</box>
paragraph: அமைப்பாளர் : கி.திருஞ்சனகுமார், 113/1, புளியம்பட்டி, பழனி, திண்டுக்கல். <box>40 961 372 973</box>
paragraph: துணை அமைப்பாளர்கள் : (1) ர.மணிசெல்வம், 26/6, தங்கநாயக்கன்பட்டி, தேவத்தூர், ஓட்டன்சத்திரம், திண்டுக்கல். (2) ப.கார்த்திக், 25/6, தங்கநாயக்கன்பட்டி, தேவத்தூர், ஓட்டன்சத்திரம், திண்டுக்கல். (3) த.செல்வராஜ், 25/6, தங்கநாயக்கன்பட்டி, தேவத்தூர், ஓட்டன்சத்திரம், திண்டுக்கல். <box>782 938 1132 993</box>
paragraph: அமைப்பாளர் : சோர்க்கான்பி, 1–28–ா, ராமசாமி நகர், தொப்பம்பட்டி, பழனி, திண்டுக்கல். <box>1153 1117 1503 1143</box>
branch-heading: பூலாம்பட்டி தெற்கு ஆதி திராவிடர் குடியிருப்பு கிளை <box>459 910 713 923</box>
text-column <box>30 104 401 2325</box>
paragraph: துணை அமைப்பாளர்கள் : (1) மு.அருண்குமார், 11/4, வடக்குத் தெரு, பூலாம்பட்டி, பழனி, திண்டுக்கல். (2) மு.சரவணன், 11/5, வடக்குத் தெரு, பூலாம்பட்டி, பழனி, திண்டுக்கல். (3) மு.வேலாயுதம், 4/88, வடக்குத் தெரு, பூலாம்பட்டி, பழனி, திண்டுக்கல். <box>411 1158 761 1213</box>
part-value: : ரா.வேங்கடேஷ், 103/0, வில்வாதும்பட்டி, பழனி, திண்டுக்கல். <box>112 903 386 915</box>
branch-heading: மார்க்கண்டாபுரம் கிளை <box>529 1316 643 1329</box>
part-value: : க.மனோகரத்ரிந், 2/78, கீழக்குத் தெரு, பழனி, திண்டுக்கல். <box>112 230 368 242</box>
part-organiser-row <box>40 902 389 916</box>
branch-heading: சரவணபட்டி கிளை <box>1282 1211 1374 1224</box>
part-organiser-row <box>411 774 760 788</box>
paragraph: துணை அமைப்பாளர்கள் : (1) த.சிதிரிவேல்குமார், 6/41–எ, சரவணபட்டி, தொப்பம்பட்டி, பழனி, திண்டுக்கல். (2) எ.சரவண குமார், 6/89, சரவணபட்டி, தொப்பம்பட்டி, பழனி, திண்டுக்கல். (3) ச.பாலகுமார், 23/72, சரவணபட்டி, பழனி, திண்டுக்கல். <box>1153 1248 1503 1303</box>
branch-heading: கொங்கம்பட்டி ஆதிதிராவிடர் குடியிருப்பு கிளை <box>1213 283 1443 295</box>
paragraph: அமைப்பாளர் : து.ராகவன்சங்கம், சி/37, பாப்பிநாயக்கன் வலசு, 16 பூதூர், ஓட்டன்சத்திரம், திண்டுக்கல். <box>1153 860 1503 887</box>
paragraph: துணை அமைப்பாளர்கள் : (1) ப.முருகன், 161/2, தும்பலபட்டி, பழனி, திண்டுக்கல். (2) ஆ.காந்திபிர் ராஜா, 194/2, தும்பலபட்டி, பழனி, திண்டுக்கல். (3) மு.குப்புசாமி, 141/2, தும்பலபட்டி, பழனி, திண்டுக்கல். <box>40 428 390 469</box>
part-value: : மு.வசந்தகுமார், 7/37, நடுத்தெரு, மஞ்சநாயக்கன்பட்டி, பழனி, திண்டுக்கல். <box>483 692 761 718</box>
section-label: பாக அமைப்பாளர்கள்: <box>906 1225 1008 1236</box>
branch-heading: மதுரான்பட்டி கிளை <box>909 789 1005 802</box>
paragraph: அமைப்பாளர் : ரா.வேங்கடேஷ், போடுவாரிப்பட்டி, திண்டுக்கல். <box>782 1353 1065 1364</box>
part-label: பாகம் – 3 <box>40 212 83 223</box>
branch-heading: செல்வ விநாயகர் குடியிருப்பு கிளை <box>129 377 301 390</box>
part-organiser-row <box>783 371 1132 400</box>
branch-heading: 16 பூதூர் கிளை <box>1292 618 1364 631</box>
paragraph: அமைப்பாளர் : கு.ரமேஷ், 5/57, ஆலாவலசு, தொப்பம்பட்டி, பழனி, திண்டுக்கல். <box>1153 1440 1503 1465</box>
branch-heading: ராமசாமி நகர் கிளை <box>1280 1099 1375 1112</box>
branch-heading: மொல்லப்பட்டி ஆதி திராவிடர் குடியிருப்பு கிளை <box>97 1222 333 1234</box>
paragraph: துணை அமைப்பாளர்கள்:(1)கு.அரவிந்குமார், போடுவாரிப்பட்டி, திண்டுக்கல். (2) உ.கார்த்திக்குமார், 5/110, மேற்குத் தெரு, கொங்கம்பட்டி, போடுவாரிப்பட்டி, திண்டுக்கல். (3) சா.பிரகாஷ், 1/56, தெற்குத் தோட்டம், கொங்கம்பட்டி, போடுவாரிப்பட்டி, திண்டுக்கல். <box>1153 221 1503 276</box>
panchayat-heading: புளியம்பட்டி ஊராட்சி <box>40 922 389 940</box>
part-value: : ப.மோகனசாமி, 9/88, தெற்குத் தெரு, மஞ்சநாயக்கன்பட்டி, பழனி, திண்டுக்கல். <box>483 742 761 768</box>
paragraph: அமைப்பாளர் : மு.சதீஷ்குமார், 30, மேற்குத் தெரு, மரிச்சிலம்பட்டி, பழனி, திண்டுக்கல். <box>411 816 761 842</box>
part-value: : ப.சேதுபதி, 16/2, வில்வாதும்பட்டி, பழனி, திண்டுக்கல். <box>112 885 357 896</box>
paragraph: அமைப்பாளர் : க.மதிபூத்து, மார்க்கண்டாபுரம், மரிச்சிலம்பட்டி, பழனி, திண்டுக்கல். <box>411 1334 761 1360</box>
paragraph: துணை அமைப்பாளர்கள் : (1) ந.செல்வராஜ், 8/56, பெருமாள் நாயக்கன் வலசு, தேவத்தூர், ஓட்டன்சத்திரம், திண்டுக்கல். (2) ச.வேலாகேஷ், பெருமாள்நாயக்கன்வலசு, தேவத்தூர், ஓட்டன்சத்திரம், திண்டுக்கல். <box>782 742 1132 782</box>
part-value: : க.சுரேஷ்குமார், மஞ்சநாயக்கன்பட்டி, பழனி, திண்டுக்கல். <box>483 724 738 736</box>
branch-heading: கொங்கம்பட்டி கிளை <box>1277 170 1379 183</box>
paragraph: துணை அமைப்பாளர்கள் : (1) பெ.அருள்ராஜ், 74/9, மார்க்கண்டாபுரம், மரிச்சிலம்பட்டி, பழனி, திண்டுக்கல். (2) க.குமரேஷ், 21/9, மார்க்கண்டாபுரம், மரிச்சிலம்பட்டி, பழனி, திண்டுக்கல். <box>411 1368 761 1408</box>
paragraph: அமைப்பாளர் : க.பாரிதியன், 56/4, வடக்குத் தெரு, பூலாம்பட்டி, பழனி, திண்டுக்கல். <box>411 1124 761 1150</box>
paragraph: அமைப்பாளர் : கி.ராஜுமாண்டேல், 5/195, மேற்குத் தெரு, கொங்கம்பட்டி, ஓட்டன்சத்திரம், திண்டுக்கல். <box>1153 188 1503 214</box>
branch-heading: காளிப்பட்டி கிளை <box>542 168 631 181</box>
